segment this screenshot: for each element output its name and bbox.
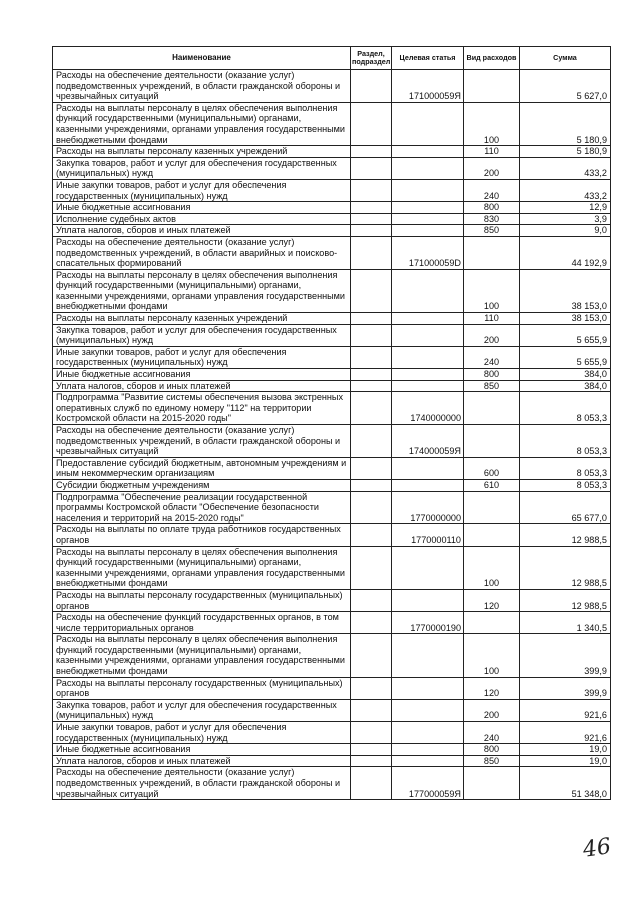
cell-section xyxy=(351,157,392,179)
cell-type xyxy=(464,767,520,800)
cell-section xyxy=(351,491,392,524)
cell-section xyxy=(351,269,392,312)
table-row xyxy=(53,179,611,201)
cell-name: Закупка товаров, работ и услуг для обеспечения государственных (муниципальных) нужд xyxy=(53,157,351,179)
cell-target xyxy=(392,699,464,721)
cell-target xyxy=(392,546,464,589)
cell-sum: 38 153,0 xyxy=(520,269,611,312)
cell-section xyxy=(351,202,392,214)
cell-section xyxy=(351,546,392,589)
cell-target xyxy=(392,102,464,145)
header-name: Наименование xyxy=(53,47,351,70)
cell-sum: 65 677,0 xyxy=(520,491,611,524)
cell-type: 110 xyxy=(464,313,520,325)
cell-target xyxy=(392,313,464,325)
cell-type xyxy=(464,524,520,546)
cell-sum: 8 053,3 xyxy=(520,425,611,458)
table-row xyxy=(53,146,611,158)
cell-sum: 5 655,9 xyxy=(520,324,611,346)
cell-target xyxy=(392,722,464,744)
cell-section xyxy=(351,179,392,201)
cell-name: Иные закупки товаров, работ и услуг для обеспечения государственных (муниципальных) нужд xyxy=(53,346,351,368)
cell-type: 800 xyxy=(464,744,520,756)
cell-type: 240 xyxy=(464,179,520,201)
cell-section xyxy=(351,755,392,767)
cell-target xyxy=(392,634,464,677)
cell-sum: 8 053,3 xyxy=(520,392,611,425)
cell-type: 100 xyxy=(464,634,520,677)
cell-name: Предоставление субсидий бюджетным, автономным учреждениям и иным некоммерческим организациям xyxy=(53,457,351,479)
cell-name: Закупка товаров, работ и услуг для обеспечения государственных (муниципальных) нужд xyxy=(53,699,351,721)
cell-sum: 8 053,3 xyxy=(520,479,611,491)
table-row xyxy=(53,425,611,458)
cell-sum: 12 988,5 xyxy=(520,546,611,589)
cell-name: Подпрограмма "Развитие системы обеспечения вызова экстренных оперативных служб по единому номеру "112" на территории Костромской области на 2015-2020 годы" xyxy=(53,392,351,425)
cell-sum: 384,0 xyxy=(520,380,611,392)
cell-target xyxy=(392,202,464,214)
cell-target xyxy=(392,179,464,201)
cell-target xyxy=(392,457,464,479)
cell-sum: 12 988,5 xyxy=(520,589,611,611)
table-row xyxy=(53,102,611,145)
cell-type: 800 xyxy=(464,369,520,381)
cell-name: Расходы на выплаты по оплате труда работников государственных органов xyxy=(53,524,351,546)
cell-target xyxy=(392,269,464,312)
cell-sum: 433,2 xyxy=(520,157,611,179)
cell-type: 100 xyxy=(464,269,520,312)
cell-type: 610 xyxy=(464,479,520,491)
table-body xyxy=(53,70,611,800)
cell-type: 110 xyxy=(464,146,520,158)
cell-sum: 921,6 xyxy=(520,722,611,744)
cell-type: 240 xyxy=(464,346,520,368)
cell-name: Расходы на выплаты персоналу казенных учреждений xyxy=(53,146,351,158)
cell-section xyxy=(351,369,392,381)
cell-type xyxy=(464,612,520,634)
cell-section xyxy=(351,313,392,325)
cell-target xyxy=(392,225,464,237)
cell-name: Расходы на обеспечение деятельности (оказание услуг) подведомственных учреждений, в области гражданской обороны и чрезвычайных ситуаций xyxy=(53,767,351,800)
cell-target xyxy=(392,677,464,699)
cell-target: 177000059Я xyxy=(392,767,464,800)
cell-section xyxy=(351,102,392,145)
cell-sum: 921,6 xyxy=(520,699,611,721)
cell-type: 830 xyxy=(464,213,520,225)
cell-section xyxy=(351,346,392,368)
cell-name: Иные бюджетные ассигнования xyxy=(53,369,351,381)
table-row xyxy=(53,524,611,546)
cell-target xyxy=(392,380,464,392)
cell-type xyxy=(464,425,520,458)
cell-target: 174000059Я xyxy=(392,425,464,458)
cell-type: 240 xyxy=(464,722,520,744)
cell-section xyxy=(351,425,392,458)
cell-name: Уплата налогов, сборов и иных платежей xyxy=(53,380,351,392)
cell-section xyxy=(351,457,392,479)
cell-sum: 19,0 xyxy=(520,744,611,756)
cell-target: 171000059D xyxy=(392,236,464,269)
cell-type xyxy=(464,491,520,524)
cell-section xyxy=(351,479,392,491)
table-row xyxy=(53,202,611,214)
cell-sum: 5 180,9 xyxy=(520,102,611,145)
cell-name: Расходы на выплаты персоналу в целях обеспечения выполнения функций государственными (муниципальными) органами, казенными учреждениями, органами управления государственными внебюджетными фондами xyxy=(53,634,351,677)
cell-sum: 5 627,0 xyxy=(520,70,611,103)
cell-name: Расходы на выплаты персоналу государственных (муниципальных) органов xyxy=(53,677,351,699)
document-page xyxy=(52,46,610,800)
cell-sum: 5 655,9 xyxy=(520,346,611,368)
cell-type: 200 xyxy=(464,157,520,179)
header-section: Раздел, подраздел xyxy=(351,47,392,70)
cell-name: Иные закупки товаров, работ и услуг для обеспечения государственных (муниципальных) нужд xyxy=(53,722,351,744)
table-row xyxy=(53,722,611,744)
header-target: Целевая статья xyxy=(392,47,464,70)
cell-sum: 38 153,0 xyxy=(520,313,611,325)
table-row xyxy=(53,236,611,269)
cell-type: 850 xyxy=(464,225,520,237)
cell-section xyxy=(351,589,392,611)
cell-sum: 5 180,9 xyxy=(520,146,611,158)
cell-target xyxy=(392,346,464,368)
table-row xyxy=(53,70,611,103)
page-number: 46 xyxy=(581,834,613,863)
cell-name: Расходы на обеспечение деятельности (оказание услуг) подведомственных учреждений, в области гражданской обороны и чрезвычайных ситуаций xyxy=(53,70,351,103)
cell-type: 200 xyxy=(464,324,520,346)
cell-name: Иные закупки товаров, работ и услуг для обеспечения государственных (муниципальных) нужд xyxy=(53,179,351,201)
table-row xyxy=(53,346,611,368)
cell-name: Расходы на выплаты персоналу в целях обеспечения выполнения функций государственными (муниципальными) органами, казенными учреждениями, органами управления государственными внебюджетными фондами xyxy=(53,269,351,312)
cell-target: 1740000000 xyxy=(392,392,464,425)
cell-name: Субсидии бюджетным учреждениям xyxy=(53,479,351,491)
cell-target xyxy=(392,369,464,381)
cell-target xyxy=(392,755,464,767)
cell-sum: 12,9 xyxy=(520,202,611,214)
cell-section xyxy=(351,677,392,699)
cell-type: 100 xyxy=(464,546,520,589)
table-row xyxy=(53,634,611,677)
table-row xyxy=(53,755,611,767)
cell-type: 100 xyxy=(464,102,520,145)
cell-name: Исполнение судебных актов xyxy=(53,213,351,225)
cell-name: Расходы на обеспечение деятельности (оказание услуг) подведомственных учреждений, в области гражданской обороны и чрезвычайных ситуаций xyxy=(53,425,351,458)
header-sum: Сумма xyxy=(520,47,611,70)
cell-name: Расходы на выплаты персоналу в целях обеспечения выполнения функций государственными (муниципальными) органами, казенными учреждениями, органами управления государственными внебюджетными фондами xyxy=(53,546,351,589)
cell-type: 600 xyxy=(464,457,520,479)
cell-type xyxy=(464,70,520,103)
cell-target xyxy=(392,589,464,611)
cell-target xyxy=(392,213,464,225)
cell-section xyxy=(351,225,392,237)
cell-target: 171000059Я xyxy=(392,70,464,103)
cell-section xyxy=(351,744,392,756)
cell-sum: 8 053,3 xyxy=(520,457,611,479)
cell-type: 850 xyxy=(464,380,520,392)
table-row xyxy=(53,157,611,179)
cell-section xyxy=(351,524,392,546)
cell-name: Подпрограмма "Обеспечение реализации государственной программы Костромской области "Обеспечение безопасности населения и территорий на 2015-2020 годы" xyxy=(53,491,351,524)
cell-section xyxy=(351,699,392,721)
cell-sum: 44 192,9 xyxy=(520,236,611,269)
cell-target xyxy=(392,744,464,756)
table-row xyxy=(53,767,611,800)
cell-type: 200 xyxy=(464,699,520,721)
cell-section xyxy=(351,213,392,225)
cell-type xyxy=(464,392,520,425)
cell-section xyxy=(351,767,392,800)
table-row xyxy=(53,677,611,699)
cell-section xyxy=(351,380,392,392)
table-row xyxy=(53,225,611,237)
table-row xyxy=(53,269,611,312)
cell-name: Расходы на выплаты персоналу в целях обеспечения выполнения функций государственными (муниципальными) органами, казенными учреждениями, органами управления государственными внебюджетными фондами xyxy=(53,102,351,145)
table-row xyxy=(53,479,611,491)
cell-sum: 384,0 xyxy=(520,369,611,381)
cell-sum: 51 348,0 xyxy=(520,767,611,800)
cell-section xyxy=(351,70,392,103)
cell-target: 1770000190 xyxy=(392,612,464,634)
table-row xyxy=(53,744,611,756)
cell-section xyxy=(351,612,392,634)
cell-name: Расходы на обеспечение деятельности (оказание услуг) подведомственных учреждений, в области аварийных и поисково-спасательных формирований xyxy=(53,236,351,269)
cell-name: Иные бюджетные ассигнования xyxy=(53,744,351,756)
cell-name: Иные бюджетные ассигнования xyxy=(53,202,351,214)
table-row xyxy=(53,369,611,381)
cell-target xyxy=(392,479,464,491)
cell-target xyxy=(392,146,464,158)
cell-section xyxy=(351,634,392,677)
table-row xyxy=(53,589,611,611)
table-row xyxy=(53,699,611,721)
cell-sum: 433,2 xyxy=(520,179,611,201)
cell-sum: 12 988,5 xyxy=(520,524,611,546)
table-row xyxy=(53,392,611,425)
table-row xyxy=(53,612,611,634)
cell-type xyxy=(464,236,520,269)
cell-name: Расходы на выплаты персоналу государственных (муниципальных) органов xyxy=(53,589,351,611)
cell-sum: 399,9 xyxy=(520,634,611,677)
header-type: Вид расходов xyxy=(464,47,520,70)
table-row xyxy=(53,491,611,524)
cell-target xyxy=(392,324,464,346)
table-row xyxy=(53,546,611,589)
cell-type: 800 xyxy=(464,202,520,214)
cell-name: Уплата налогов, сборов и иных платежей xyxy=(53,225,351,237)
cell-type: 850 xyxy=(464,755,520,767)
cell-section xyxy=(351,722,392,744)
cell-section xyxy=(351,236,392,269)
cell-name: Уплата налогов, сборов и иных платежей xyxy=(53,755,351,767)
cell-target xyxy=(392,157,464,179)
cell-section xyxy=(351,324,392,346)
cell-target: 1770000000 xyxy=(392,491,464,524)
table-row xyxy=(53,213,611,225)
table-row xyxy=(53,457,611,479)
cell-name: Расходы на обеспечение функций государственных органов, в том числе территориальных органов xyxy=(53,612,351,634)
table-row xyxy=(53,313,611,325)
table-header-row xyxy=(53,47,611,70)
cell-sum: 9,0 xyxy=(520,225,611,237)
cell-type: 120 xyxy=(464,589,520,611)
cell-sum: 19,0 xyxy=(520,755,611,767)
cell-sum: 3,9 xyxy=(520,213,611,225)
cell-sum: 1 340,5 xyxy=(520,612,611,634)
cell-name: Расходы на выплаты персоналу казенных учреждений xyxy=(53,313,351,325)
cell-target: 1770000110 xyxy=(392,524,464,546)
cell-section xyxy=(351,146,392,158)
cell-section xyxy=(351,392,392,425)
cell-sum: 399,9 xyxy=(520,677,611,699)
cell-type: 120 xyxy=(464,677,520,699)
table-row xyxy=(53,380,611,392)
table-row xyxy=(53,324,611,346)
cell-name: Закупка товаров, работ и услуг для обеспечения государственных (муниципальных) нужд xyxy=(53,324,351,346)
budget-table xyxy=(52,46,611,800)
